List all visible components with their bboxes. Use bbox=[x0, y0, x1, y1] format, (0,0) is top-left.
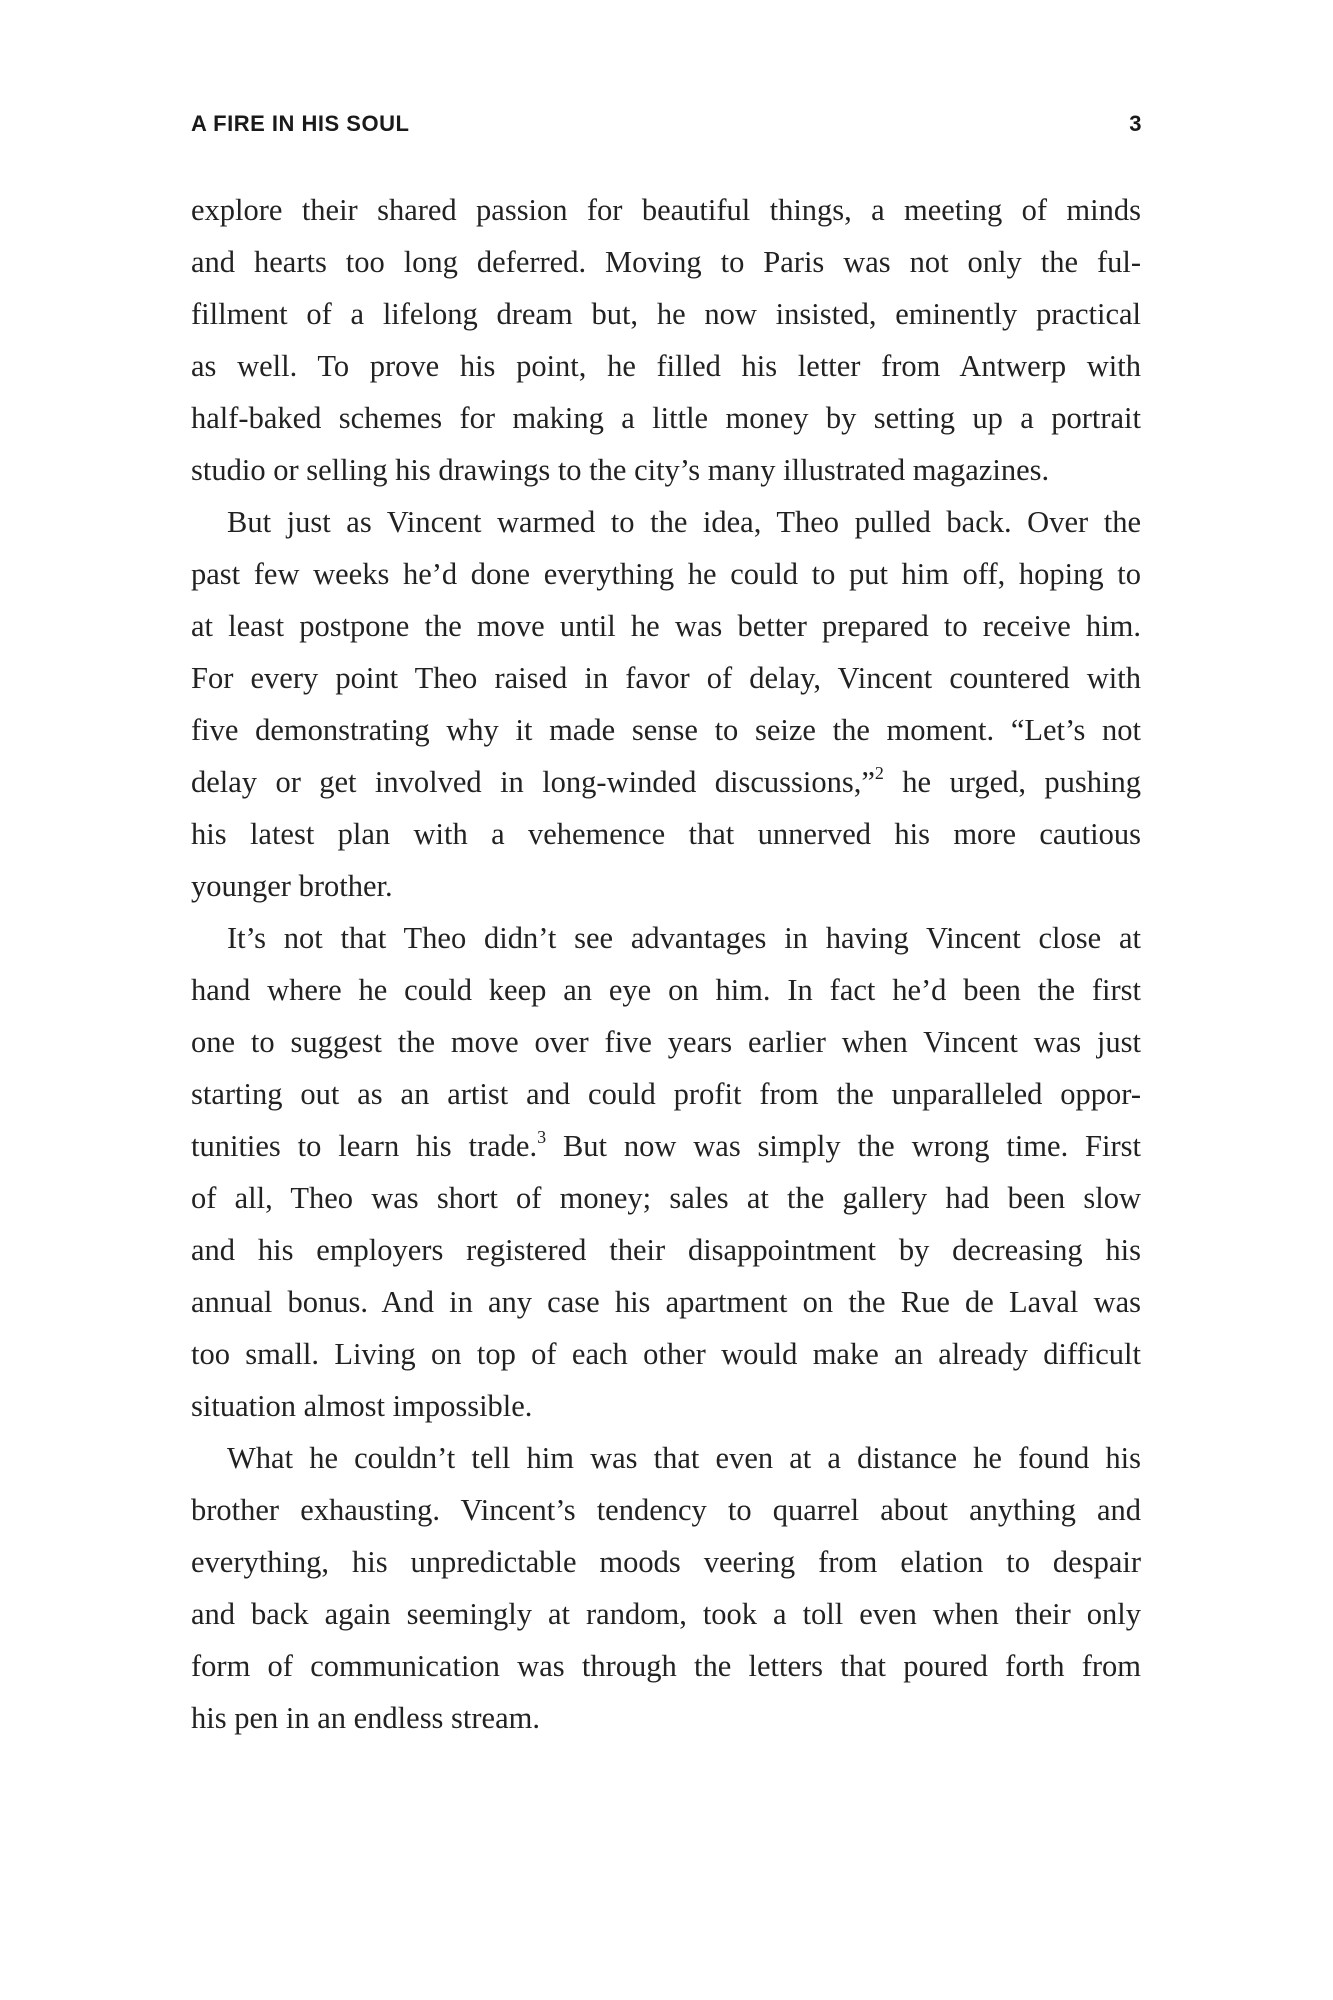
text-line: of all, Theo was short of money; sales at the gallery had been slow bbox=[191, 1181, 1141, 1215]
text-line-with-note bbox=[191, 1120, 1141, 1172]
text-line: one to suggest the move over five years earlier when Vincent was just bbox=[191, 1025, 1141, 1059]
text-line: situation almost impossible. bbox=[191, 1389, 533, 1423]
text-line: What he couldn’t tell him was that even at a distance he found his bbox=[227, 1441, 1141, 1475]
text-segment: delay or get involved in long-winded discussions,” bbox=[191, 765, 875, 799]
text-line: But just as Vincent warmed to the idea, Theo pulled back. Over the bbox=[227, 505, 1141, 539]
paragraph bbox=[191, 184, 1141, 496]
text-line: For every point Theo raised in favor of delay, Vincent countered with bbox=[191, 661, 1141, 695]
running-head bbox=[191, 109, 1142, 139]
text-segment: tunities to learn his trade. bbox=[191, 1129, 538, 1163]
text-line: explore their shared passion for beautiful things, a meeting of minds bbox=[191, 193, 1141, 227]
text-line: starting out as an artist and could profit from the unparalleled oppor- bbox=[191, 1077, 1141, 1111]
paragraph bbox=[191, 1432, 1141, 1744]
text-line: studio or selling his drawings to the city’s many illustrated magazines. bbox=[191, 453, 1050, 487]
page-number: 3 bbox=[1129, 111, 1142, 136]
text-line: at least postpone the move until he was better prepared to receive him. bbox=[191, 609, 1141, 643]
text-line: everything, his unpredictable moods veering from elation to despair bbox=[191, 1545, 1141, 1579]
text-segment: But now was simply the wrong time. First bbox=[546, 1129, 1141, 1163]
text-line: younger brother. bbox=[191, 869, 393, 903]
footnote-marker: 3 bbox=[537, 1126, 547, 1147]
body-text bbox=[191, 184, 1141, 1744]
text-line: his latest plan with a vehemence that unnerved his more cautious bbox=[191, 817, 1141, 851]
text-line: brother exhausting. Vincent’s tendency to quarrel about anything and bbox=[191, 1493, 1141, 1527]
text-line: form of communication was through the letters that poured forth from bbox=[191, 1649, 1141, 1683]
text-line: fillment of a lifelong dream but, he now insisted, eminently practical bbox=[191, 297, 1141, 331]
text-line: and hearts too long deferred. Moving to Paris was not only the ful- bbox=[191, 245, 1141, 279]
text-line: past few weeks he’d done everything he could to put him off, hoping to bbox=[191, 557, 1141, 591]
paragraph bbox=[191, 912, 1141, 1432]
running-title: A FIRE IN HIS SOUL bbox=[191, 111, 410, 136]
text-line-with-note bbox=[191, 756, 1141, 808]
text-line: too small. Living on top of each other would make an already difficult bbox=[191, 1337, 1141, 1371]
text-line: It’s not that Theo didn’t see advantages in having Vincent close at bbox=[227, 921, 1141, 955]
text-line: and back again seemingly at random, took a toll even when their only bbox=[191, 1597, 1141, 1631]
text-line: and his employers registered their disappointment by decreasing his bbox=[191, 1233, 1141, 1267]
text-segment: he urged, pushing bbox=[883, 765, 1141, 799]
text-line: annual bonus. And in any case his apartment on the Rue de Laval was bbox=[191, 1285, 1141, 1319]
text-line: hand where he could keep an eye on him. In fact he’d been the first bbox=[191, 973, 1141, 1007]
text-line: his pen in an endless stream. bbox=[191, 1701, 540, 1735]
paragraph bbox=[191, 496, 1141, 912]
footnote-marker: 2 bbox=[874, 762, 884, 783]
text-line: half-baked schemes for making a little money by setting up a portrait bbox=[191, 401, 1141, 435]
text-line: as well. To prove his point, he filled his letter from Antwerp with bbox=[191, 349, 1141, 383]
text-line: five demonstrating why it made sense to seize the moment. “Let’s not bbox=[191, 713, 1141, 747]
